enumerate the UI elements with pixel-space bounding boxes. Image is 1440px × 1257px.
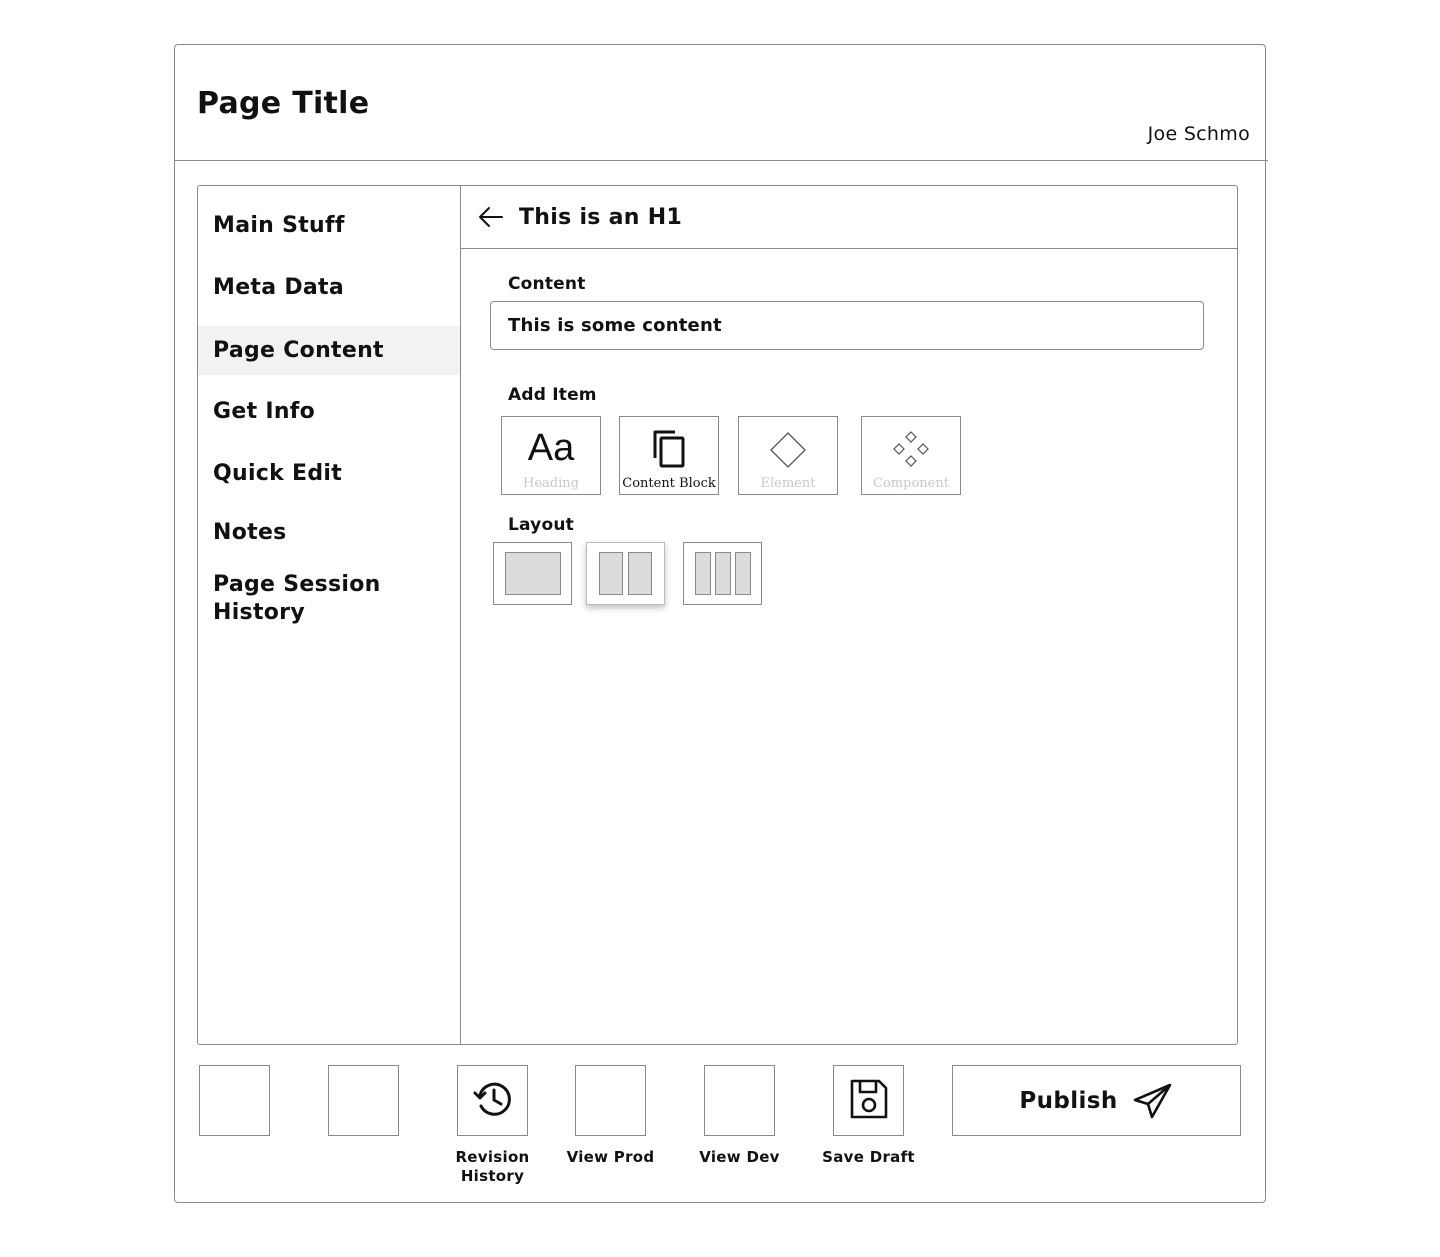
add-content-block-button[interactable] xyxy=(619,416,719,495)
sidebar xyxy=(198,186,461,1044)
sidebar-item-quick-edit[interactable]: Quick Edit xyxy=(213,461,343,486)
layout-column xyxy=(735,552,751,595)
layout-column xyxy=(695,552,711,595)
add-component-button[interactable] xyxy=(861,416,961,495)
add-item-label: Add Item xyxy=(508,385,597,405)
history-icon xyxy=(473,1079,513,1123)
add-component-label: Component xyxy=(873,476,949,491)
revision-history-label: Revision History xyxy=(455,1148,530,1185)
blank-action-button-1[interactable] xyxy=(199,1065,270,1136)
main-panel xyxy=(461,186,1237,1044)
component-icon xyxy=(862,429,960,469)
revision-history-button[interactable] xyxy=(457,1065,528,1136)
content-label: Content xyxy=(508,274,586,294)
sidebar-item-page-content[interactable]: Page Content xyxy=(198,326,460,375)
page-title: Page Title xyxy=(197,86,370,121)
layout-column xyxy=(715,552,731,595)
sidebar-item-page-session-history[interactable]: Page Session History xyxy=(213,572,381,625)
editor-panel xyxy=(197,185,1238,1045)
user-name[interactable]: Joe Schmo xyxy=(1147,123,1250,145)
floppy-disk-icon xyxy=(849,1078,889,1124)
layout-three-column[interactable] xyxy=(683,542,762,605)
add-element-label: Element xyxy=(760,476,816,491)
blank-action-button-2[interactable] xyxy=(328,1065,399,1136)
add-heading-button[interactable] xyxy=(501,416,601,495)
view-prod-button[interactable] xyxy=(575,1065,646,1136)
back-arrow-icon[interactable] xyxy=(477,203,505,231)
layout-two-column[interactable] xyxy=(586,542,665,605)
view-dev-label: View Dev xyxy=(699,1148,780,1166)
layout-label: Layout xyxy=(508,515,574,535)
layout-column xyxy=(505,552,561,595)
main-header xyxy=(461,186,1237,249)
layout-column xyxy=(599,552,623,595)
sidebar-item-notes[interactable]: Notes xyxy=(213,520,287,545)
layout-one-column[interactable] xyxy=(493,542,572,605)
sidebar-item-main-stuff[interactable]: Main Stuff xyxy=(213,213,345,238)
sidebar-item-get-info[interactable]: Get Info xyxy=(213,399,316,424)
section-title: This is an H1 xyxy=(519,204,683,230)
add-heading-label: Heading xyxy=(523,476,579,491)
view-prod-label: View Prod xyxy=(566,1148,655,1166)
add-content-block-label: Content Block xyxy=(622,476,716,491)
publish-label: Publish xyxy=(1019,1087,1118,1114)
content-input[interactable] xyxy=(490,301,1204,350)
save-draft-label: Save Draft xyxy=(822,1148,915,1166)
diamond-icon xyxy=(739,431,837,469)
copy-icon xyxy=(620,428,718,468)
sidebar-item-meta-data[interactable]: Meta Data xyxy=(213,275,345,300)
paper-plane-icon xyxy=(1132,1082,1174,1120)
header-divider xyxy=(174,160,1268,161)
add-element-button[interactable] xyxy=(738,416,838,495)
publish-button[interactable] xyxy=(952,1065,1241,1136)
layout-column xyxy=(628,552,652,595)
save-draft-button[interactable] xyxy=(833,1065,904,1136)
view-dev-button[interactable] xyxy=(704,1065,775,1136)
text-aa-icon: Aa xyxy=(527,427,575,469)
